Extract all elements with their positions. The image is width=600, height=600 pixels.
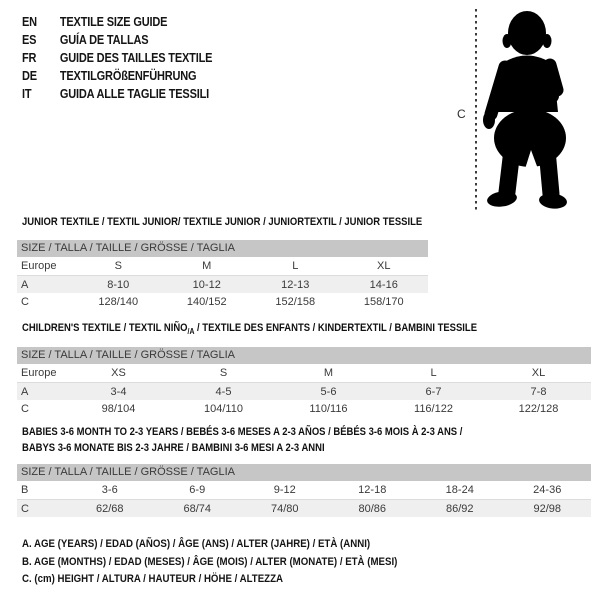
title-line: BABIES 3-6 MONTH TO 2-3 YEARS / BEBÉS 3-6 MESES A 2-3 AÑOS / BÉBÉS 3-6 MOIS À 2-3 ANS /	[22, 426, 463, 438]
table-cell: 4-5	[215, 386, 232, 398]
row-label: A	[21, 386, 29, 398]
table-cell: 104/110	[204, 403, 243, 415]
title-subscript: /A	[187, 327, 195, 337]
row-label: C	[21, 296, 29, 308]
table-cell: 152/158	[275, 296, 316, 308]
table-cell: L	[430, 367, 437, 379]
table-row	[17, 275, 428, 293]
language-row-es	[22, 31, 212, 49]
title-text: / TEXTILE DES ENFANTS / KINDERTEXTIL / BAMBINI TESSILE	[194, 322, 478, 334]
language-label: TEXTILGRÖßENFÜHRUNG	[59, 69, 197, 83]
table-row	[17, 481, 591, 499]
language-code: ES	[22, 33, 37, 47]
language-code: DE	[22, 69, 37, 83]
legend-line-b: B. AGE (MONTHS) / EDAD (MESES) / ÂGE (MOIS) / ALTER (MONATE) / ETÀ (MESI)	[22, 555, 398, 568]
table-cell: XL	[531, 367, 546, 379]
table-cell: M	[323, 367, 334, 379]
table-cell: 140/152	[186, 296, 227, 308]
table-cell: 5-6	[320, 386, 337, 398]
size-header-bar: SIZE / TALLA / TAILLE / GRÖSSE / TAGLIA	[17, 347, 591, 364]
table-cell: L	[292, 260, 299, 272]
language-code: EN	[22, 15, 37, 29]
table-row	[17, 400, 591, 418]
table-cell: 128/140	[98, 296, 139, 308]
language-label: GUIDE DES TAILLES TEXTILE	[59, 51, 213, 65]
table-cell: S	[114, 260, 122, 272]
table-cell: 80/86	[358, 503, 387, 515]
table-cell: 9-12	[273, 484, 296, 496]
language-label: GUIDA ALLE TAGLIE TESSILI	[59, 87, 210, 101]
junior-table-title: JUNIOR TEXTILE / TEXTIL JUNIOR/ TEXTILE JUNIOR / JUNIORTEXTIL / JUNIOR TESSILE	[22, 216, 423, 228]
table-cell: XS	[111, 367, 126, 379]
children-table-title	[22, 322, 477, 336]
language-row-it	[22, 85, 212, 103]
measure-legend	[22, 536, 397, 589]
table-cell: 3-4	[110, 386, 127, 398]
table-cell: 8-10	[107, 279, 130, 291]
table-row	[17, 382, 591, 400]
table-cell: 98/104	[101, 403, 136, 415]
babies-table-title	[22, 425, 462, 456]
height-measure-label: C	[457, 107, 466, 121]
language-row-en	[22, 13, 212, 31]
language-code: FR	[22, 51, 37, 65]
table-cell: S	[219, 367, 228, 379]
table-row	[17, 293, 428, 311]
table-cell: 86/92	[445, 503, 474, 515]
table-cell: 68/74	[183, 503, 212, 515]
language-header-list	[22, 13, 212, 103]
table-row	[17, 499, 591, 517]
junior-size-table	[17, 240, 428, 311]
title-line: BABYS 3-6 MONATE BIS 2-3 JAHRE / BAMBINI 3-6 MESI A 2-3 ANNI	[22, 441, 325, 454]
table-cell: 3-6	[101, 484, 118, 496]
language-code: IT	[22, 87, 32, 101]
language-row-fr	[22, 49, 212, 67]
row-label: C	[21, 403, 29, 415]
row-label: C	[21, 503, 29, 515]
babies-size-table	[17, 464, 591, 517]
table-cell: 110/116	[309, 403, 348, 415]
table-cell: 14-16	[369, 279, 398, 291]
table-cell: 6-7	[425, 386, 442, 398]
legend-line-c: C. (cm) HEIGHT / ALTURA / HAUTEUR / HÖHE / ALTEZZA	[22, 573, 284, 585]
table-cell: 92/98	[533, 503, 562, 515]
table-cell: 74/80	[270, 503, 299, 515]
table-cell: 62/68	[95, 503, 124, 515]
table-cell: M	[202, 260, 212, 272]
table-cell: 24-36	[533, 484, 562, 496]
table-cell: XL	[377, 260, 391, 272]
table-cell: 6-9	[189, 484, 206, 496]
row-label: Europe	[21, 367, 57, 379]
row-label: B	[21, 484, 29, 496]
language-label: TEXTILE SIZE GUIDE	[59, 15, 168, 29]
table-cell: 18-24	[445, 484, 474, 496]
children-size-table	[17, 347, 591, 418]
legend-line-a: A. AGE (YEARS) / EDAD (AÑOS) / ÂGE (ANS) / ALTER (JAHRE) / ETÀ (ANNI)	[22, 538, 371, 550]
table-cell: 158/170	[363, 296, 404, 308]
language-row-de	[22, 67, 212, 85]
table-cell: 116/122	[414, 403, 453, 415]
table-cell: 12-18	[358, 484, 387, 496]
table-cell: 122/128	[518, 403, 559, 415]
table-cell: 10-12	[192, 279, 221, 291]
table-cell: 12-13	[281, 279, 310, 291]
size-header-bar: SIZE / TALLA / TAILLE / GRÖSSE / TAGLIA	[17, 464, 591, 481]
table-row	[17, 364, 591, 382]
row-label: A	[21, 279, 29, 291]
language-label: GUÍA DE TALLAS	[59, 33, 149, 47]
table-row	[17, 257, 428, 275]
title-text: CHILDREN'S TEXTILE / TEXTIL NIÑO	[22, 322, 188, 334]
row-label: Europe	[21, 260, 57, 272]
size-header-bar: SIZE / TALLA / TAILLE / GRÖSSE / TAGLIA	[17, 240, 428, 257]
table-cell: 7-8	[530, 386, 547, 398]
